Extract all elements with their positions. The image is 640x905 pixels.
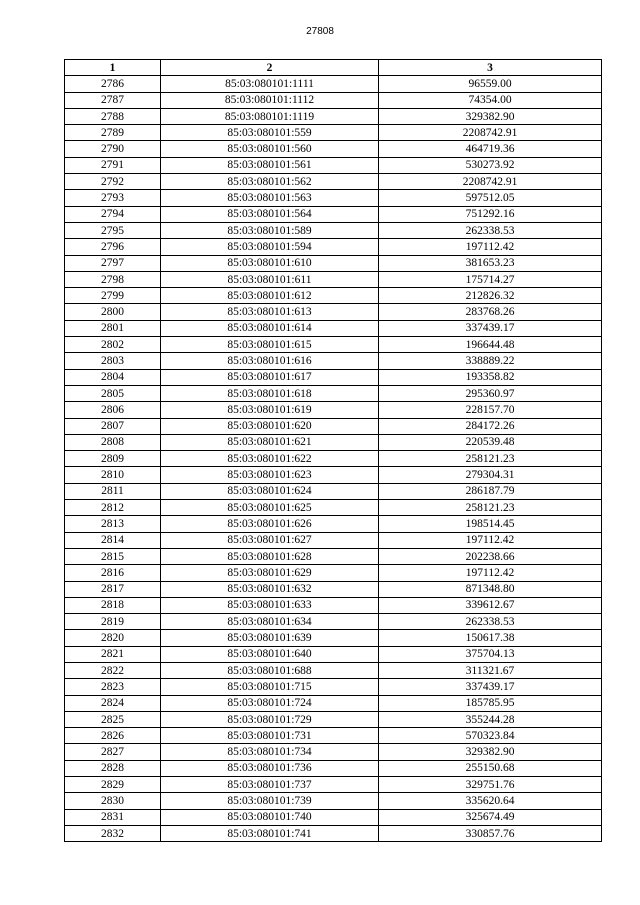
table-row	[65, 418, 602, 434]
cadastral-number-cell: 85:03:080101:739	[161, 793, 379, 809]
value-cell: 262338.53	[379, 614, 602, 630]
value-cell: 212826.32	[379, 288, 602, 304]
header-row	[65, 60, 602, 76]
row-index-cell: 2819	[65, 614, 161, 630]
value-cell: 329751.76	[379, 777, 602, 793]
cadastral-number-cell: 85:03:080101:626	[161, 516, 379, 532]
cadastral-number-cell: 85:03:080101:736	[161, 760, 379, 776]
cadastral-number-cell: 85:03:080101:734	[161, 744, 379, 760]
value-cell: 295360.97	[379, 385, 602, 401]
cadastral-number-cell: 85:03:080101:633	[161, 597, 379, 613]
row-index-cell: 2820	[65, 630, 161, 646]
cadastral-number-cell: 85:03:080101:639	[161, 630, 379, 646]
cadastral-number-cell: 85:03:080101:737	[161, 777, 379, 793]
value-cell: 355244.28	[379, 711, 602, 727]
row-index-cell: 2795	[65, 222, 161, 238]
table-row	[65, 141, 602, 157]
value-cell: 335620.64	[379, 793, 602, 809]
value-cell: 330857.76	[379, 825, 602, 841]
cadastral-number-cell: 85:03:080101:627	[161, 532, 379, 548]
row-index-cell: 2816	[65, 565, 161, 581]
cadastral-number-cell: 85:03:080101:618	[161, 385, 379, 401]
cadastral-number-cell: 85:03:080101:562	[161, 174, 379, 190]
row-index-cell: 2799	[65, 288, 161, 304]
value-cell: 337439.17	[379, 679, 602, 695]
cadastral-number-cell: 85:03:080101:613	[161, 304, 379, 320]
cadastral-number-cell: 85:03:080101:624	[161, 483, 379, 499]
column-header-2: 2	[161, 60, 379, 76]
table-row	[65, 581, 602, 597]
table-row	[65, 190, 602, 206]
table-row	[65, 271, 602, 287]
cadastral-number-cell: 85:03:080101:1111	[161, 76, 379, 92]
row-index-cell: 2830	[65, 793, 161, 809]
cadastral-number-cell: 85:03:080101:610	[161, 255, 379, 271]
cadastral-number-cell: 85:03:080101:688	[161, 662, 379, 678]
cadastral-number-cell: 85:03:080101:729	[161, 711, 379, 727]
table-row	[65, 92, 602, 108]
table-row	[65, 516, 602, 532]
row-index-cell: 2828	[65, 760, 161, 776]
cadastral-number-cell: 85:03:080101:632	[161, 581, 379, 597]
cadastral-number-cell: 85:03:080101:715	[161, 679, 379, 695]
table-row	[65, 744, 602, 760]
table-row	[65, 809, 602, 825]
cadastral-number-cell: 85:03:080101:560	[161, 141, 379, 157]
row-index-cell: 2807	[65, 418, 161, 434]
page-number: 27808	[306, 26, 334, 37]
row-index-cell: 2786	[65, 76, 161, 92]
cadastral-number-cell: 85:03:080101:622	[161, 451, 379, 467]
table-row	[65, 288, 602, 304]
table-row	[65, 174, 602, 190]
value-cell: 751292.16	[379, 206, 602, 222]
table-row	[65, 255, 602, 271]
row-index-cell: 2794	[65, 206, 161, 222]
cadastral-number-cell: 85:03:080101:634	[161, 614, 379, 630]
table-row	[65, 385, 602, 401]
value-cell: 255150.68	[379, 760, 602, 776]
row-index-cell: 2808	[65, 434, 161, 450]
row-index-cell: 2814	[65, 532, 161, 548]
row-index-cell: 2791	[65, 157, 161, 173]
table-row	[65, 337, 602, 353]
table-row	[65, 662, 602, 678]
value-cell: 258121.23	[379, 451, 602, 467]
table-row	[65, 402, 602, 418]
value-cell: 329382.90	[379, 108, 602, 124]
cadastral-number-cell: 85:03:080101:625	[161, 500, 379, 516]
row-index-cell: 2832	[65, 825, 161, 841]
table-body	[65, 76, 602, 842]
row-index-cell: 2825	[65, 711, 161, 727]
value-cell: 198514.45	[379, 516, 602, 532]
value-cell: 339612.67	[379, 597, 602, 613]
value-cell: 329382.90	[379, 744, 602, 760]
row-index-cell: 2810	[65, 467, 161, 483]
value-cell: 381653.23	[379, 255, 602, 271]
cadastral-number-cell: 85:03:080101:724	[161, 695, 379, 711]
table-row	[65, 679, 602, 695]
table-row	[65, 630, 602, 646]
row-index-cell: 2809	[65, 451, 161, 467]
value-cell: 337439.17	[379, 320, 602, 336]
table-row	[65, 695, 602, 711]
column-header-1: 1	[65, 60, 161, 76]
value-cell: 325674.49	[379, 809, 602, 825]
table-row	[65, 646, 602, 662]
value-cell: 2208742.91	[379, 174, 602, 190]
row-index-cell: 2815	[65, 548, 161, 564]
row-index-cell: 2826	[65, 728, 161, 744]
table-row	[65, 304, 602, 320]
row-index-cell: 2796	[65, 239, 161, 255]
table-header	[65, 60, 602, 76]
row-index-cell: 2789	[65, 125, 161, 141]
value-cell: 283768.26	[379, 304, 602, 320]
row-index-cell: 2801	[65, 320, 161, 336]
table-row	[65, 353, 602, 369]
value-cell: 175714.27	[379, 271, 602, 287]
table-row	[65, 825, 602, 841]
table-row	[65, 728, 602, 744]
value-cell: 464719.36	[379, 141, 602, 157]
table-row	[65, 369, 602, 385]
column-header-3: 3	[379, 60, 602, 76]
row-index-cell: 2790	[65, 141, 161, 157]
table-row	[65, 451, 602, 467]
value-cell: 197112.42	[379, 565, 602, 581]
value-cell: 220539.48	[379, 434, 602, 450]
value-cell: 258121.23	[379, 500, 602, 516]
value-cell: 262338.53	[379, 222, 602, 238]
cadastral-number-cell: 85:03:080101:628	[161, 548, 379, 564]
cadastral-number-cell: 85:03:080101:559	[161, 125, 379, 141]
cadastral-number-cell: 85:03:080101:611	[161, 271, 379, 287]
row-index-cell: 2803	[65, 353, 161, 369]
row-index-cell: 2831	[65, 809, 161, 825]
value-cell: 530273.92	[379, 157, 602, 173]
row-index-cell: 2817	[65, 581, 161, 597]
row-index-cell: 2829	[65, 777, 161, 793]
value-cell: 193358.82	[379, 369, 602, 385]
row-index-cell: 2792	[65, 174, 161, 190]
value-cell: 871348.80	[379, 581, 602, 597]
table-row	[65, 206, 602, 222]
value-cell: 196644.48	[379, 337, 602, 353]
table-row	[65, 108, 602, 124]
row-index-cell: 2797	[65, 255, 161, 271]
row-index-cell: 2821	[65, 646, 161, 662]
value-cell: 197112.42	[379, 239, 602, 255]
value-cell: 338889.22	[379, 353, 602, 369]
data-table	[64, 59, 602, 842]
value-cell: 74354.00	[379, 92, 602, 108]
cadastral-number-cell: 85:03:080101:594	[161, 239, 379, 255]
table-row	[65, 793, 602, 809]
cadastral-number-cell: 85:03:080101:623	[161, 467, 379, 483]
value-cell: 96559.00	[379, 76, 602, 92]
cadastral-number-cell: 85:03:080101:731	[161, 728, 379, 744]
row-index-cell: 2812	[65, 500, 161, 516]
row-index-cell: 2787	[65, 92, 161, 108]
row-index-cell: 2811	[65, 483, 161, 499]
value-cell: 228157.70	[379, 402, 602, 418]
value-cell: 150617.38	[379, 630, 602, 646]
table-row	[65, 320, 602, 336]
row-index-cell: 2813	[65, 516, 161, 532]
table-row	[65, 467, 602, 483]
table-row	[65, 532, 602, 548]
row-index-cell: 2804	[65, 369, 161, 385]
cadastral-number-cell: 85:03:080101:629	[161, 565, 379, 581]
row-index-cell: 2806	[65, 402, 161, 418]
cadastral-number-cell: 85:03:080101:616	[161, 353, 379, 369]
row-index-cell: 2824	[65, 695, 161, 711]
value-cell: 375704.13	[379, 646, 602, 662]
cadastral-number-cell: 85:03:080101:617	[161, 369, 379, 385]
row-index-cell: 2802	[65, 337, 161, 353]
table-row	[65, 597, 602, 613]
cadastral-number-cell: 85:03:080101:561	[161, 157, 379, 173]
row-index-cell: 2818	[65, 597, 161, 613]
value-cell: 570323.84	[379, 728, 602, 744]
table-row	[65, 614, 602, 630]
cadastral-number-cell: 85:03:080101:615	[161, 337, 379, 353]
value-cell: 284172.26	[379, 418, 602, 434]
row-index-cell: 2793	[65, 190, 161, 206]
value-cell: 279304.31	[379, 467, 602, 483]
cadastral-number-cell: 85:03:080101:563	[161, 190, 379, 206]
table-row	[65, 76, 602, 92]
cadastral-number-cell: 85:03:080101:621	[161, 434, 379, 450]
table-row	[65, 125, 602, 141]
cadastral-number-cell: 85:03:080101:589	[161, 222, 379, 238]
row-index-cell: 2788	[65, 108, 161, 124]
table-row	[65, 239, 602, 255]
cadastral-number-cell: 85:03:080101:1112	[161, 92, 379, 108]
row-index-cell: 2800	[65, 304, 161, 320]
table-row	[65, 434, 602, 450]
cadastral-number-cell: 85:03:080101:1119	[161, 108, 379, 124]
cadastral-number-cell: 85:03:080101:640	[161, 646, 379, 662]
table-row	[65, 222, 602, 238]
cadastral-number-cell: 85:03:080101:619	[161, 402, 379, 418]
cadastral-number-cell: 85:03:080101:741	[161, 825, 379, 841]
row-index-cell: 2823	[65, 679, 161, 695]
table-row	[65, 777, 602, 793]
value-cell: 311321.67	[379, 662, 602, 678]
value-cell: 2208742.91	[379, 125, 602, 141]
cadastral-number-cell: 85:03:080101:564	[161, 206, 379, 222]
row-index-cell: 2822	[65, 662, 161, 678]
cadastral-number-cell: 85:03:080101:612	[161, 288, 379, 304]
value-cell: 197112.42	[379, 532, 602, 548]
value-cell: 286187.79	[379, 483, 602, 499]
table-row	[65, 565, 602, 581]
row-index-cell: 2798	[65, 271, 161, 287]
table-row	[65, 711, 602, 727]
table-row	[65, 500, 602, 516]
cadastral-number-cell: 85:03:080101:620	[161, 418, 379, 434]
table-row	[65, 760, 602, 776]
table-row	[65, 548, 602, 564]
cadastral-number-cell: 85:03:080101:740	[161, 809, 379, 825]
value-cell: 597512.05	[379, 190, 602, 206]
table-row	[65, 483, 602, 499]
value-cell: 202238.66	[379, 548, 602, 564]
table-row	[65, 157, 602, 173]
cadastral-number-cell: 85:03:080101:614	[161, 320, 379, 336]
row-index-cell: 2805	[65, 385, 161, 401]
value-cell: 185785.95	[379, 695, 602, 711]
row-index-cell: 2827	[65, 744, 161, 760]
